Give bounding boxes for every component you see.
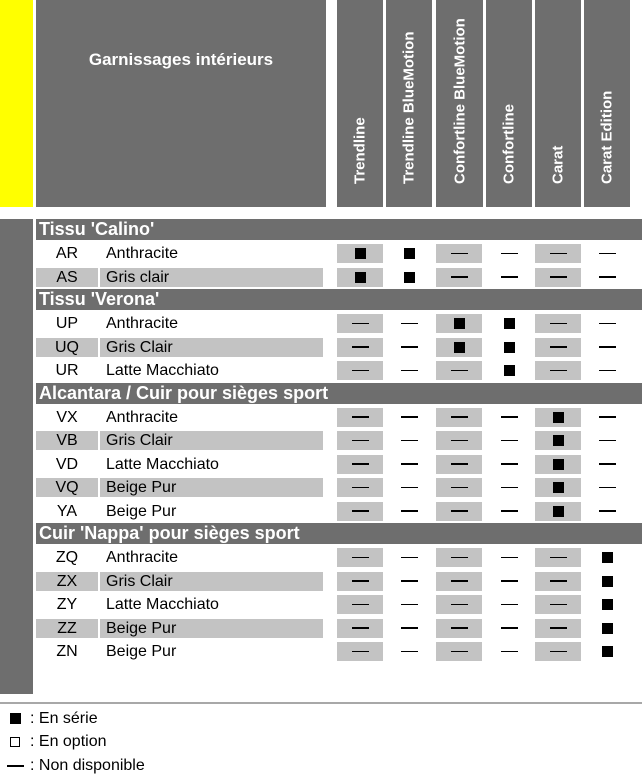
column-header-label: Carat [549,145,567,184]
filled-square-icon [504,342,515,353]
availability-cell [486,361,532,380]
trim-code: UR [55,362,79,379]
trim-code: UP [55,315,79,332]
legend-text: : Non disponible [30,756,145,774]
dash-icon [451,253,468,255]
table-row [36,312,642,336]
availability-cell [535,268,581,287]
availability-cell [436,244,482,263]
left-sidebar-strip [0,219,33,694]
legend-text: : En option [30,733,107,751]
availability-cell [436,619,482,638]
dash-icon [501,416,518,418]
availability-cell [584,572,630,591]
availability-cell [584,595,630,614]
dash-icon [501,510,518,512]
availability-cell [386,361,432,380]
availability-cell [436,361,482,380]
filled-square-icon [454,318,465,329]
availability-cell [584,361,630,380]
column-header-label: Trendline BlueMotion [400,31,418,184]
filled-square-icon [504,365,515,376]
availability-cell [584,642,630,661]
dash-icon [401,323,418,325]
trim-label: Anthracite [106,245,179,262]
dash-icon [401,346,418,348]
dash-icon [451,487,468,489]
column-header-confortline-bluemotion [436,0,483,207]
trim-code: VB [36,431,98,450]
dash-icon [599,463,616,465]
availability-cell [386,431,432,450]
availability-cell [337,619,383,638]
dash-icon [401,557,418,559]
legend-text: : En série [30,709,98,727]
trim-code: UQ [36,338,98,357]
availability-cell [535,595,581,614]
availability-cell [386,572,432,591]
dash-icon [501,276,518,278]
availability-cell [584,431,630,450]
trim-label: Beige Pur [106,502,177,520]
legend-item [0,754,642,778]
column-header-label: Confortline BlueMotion [451,18,468,184]
trim-label: Beige Pur [106,643,177,660]
dash-icon [352,323,369,325]
trim-label: Beige Pur [100,478,323,497]
yellow-accent-bar [0,0,33,207]
dash-icon [352,487,369,489]
trim-label: Gris Clair [100,338,323,357]
filled-square-icon [553,482,564,493]
dash-icon [352,440,369,442]
dash-icon [352,416,369,418]
filled-square-icon [10,713,21,724]
dash-icon [451,440,468,442]
availability-cell [436,408,482,427]
dash-icon [550,604,567,606]
availability-cell [584,338,630,357]
availability-cell [337,455,383,474]
dash-icon [352,370,369,372]
dash-icon [7,765,24,767]
availability-cell [436,338,482,357]
filled-square-icon [553,506,564,517]
filled-square-icon [602,599,613,610]
availability-cell [486,408,532,427]
availability-cell [535,244,581,263]
availability-cell [535,361,581,380]
availability-cell [337,268,383,287]
availability-cell [486,595,532,614]
dash-icon [401,370,418,372]
availability-cell [386,548,432,567]
dash-icon [550,370,567,372]
section-header: Tissu 'Verona' [36,289,642,310]
legend-icon-slot [0,765,30,767]
dash-icon [352,580,369,582]
availability-cell [386,338,432,357]
availability-cell [535,572,581,591]
availability-cell [486,314,532,333]
availability-cell [386,314,432,333]
availability-cell [386,642,432,661]
availability-cell [535,548,581,567]
availability-cell [436,548,482,567]
trim-label: Anthracite [106,549,179,566]
availability-cell [337,244,383,263]
dash-icon [352,346,369,348]
dash-icon [599,253,616,255]
availability-cell [584,244,630,263]
dash-icon [501,627,518,629]
availability-cell [486,572,532,591]
trim-label: Anthracite [106,408,179,426]
filled-square-icon [355,248,366,259]
table-row [36,640,642,664]
dash-icon [501,487,518,489]
dash-icon [550,346,567,348]
column-header-carat-edition [584,0,630,207]
availability-cell [535,455,581,474]
availability-cell [584,455,630,474]
trim-code: AS [36,268,98,287]
column-header-confortline [486,0,532,207]
trim-code: VX [56,408,78,426]
dash-icon [550,580,567,582]
dash-icon [352,510,369,512]
trim-code: YA [56,502,78,520]
availability-cell [535,431,581,450]
availability-cell [486,244,532,263]
table-row [36,476,642,500]
trim-code: AR [55,245,79,262]
availability-cell [486,548,532,567]
table-row [36,406,642,430]
table-row [36,242,642,266]
dash-icon [451,580,468,582]
dash-icon [599,440,616,442]
availability-cell [386,595,432,614]
table-row [36,336,642,360]
availability-cell [436,502,482,521]
availability-cell [436,478,482,497]
column-header-carat [535,0,581,207]
legend-item [0,731,642,755]
dash-icon [501,463,518,465]
availability-cell [337,408,383,427]
dash-icon [599,323,616,325]
section-header: Alcantara / Cuir pour sièges sport [36,383,642,404]
availability-cell [386,478,432,497]
dash-icon [451,627,468,629]
dash-icon [599,487,616,489]
availability-cell [584,268,630,287]
header-title-cell [36,0,326,207]
availability-cell [386,268,432,287]
dash-icon [501,557,518,559]
availability-cell [486,502,532,521]
trim-code: VD [55,455,79,473]
filled-square-icon [602,552,613,563]
dash-icon [501,253,518,255]
dash-icon [550,323,567,325]
availability-cell [486,268,532,287]
filled-square-icon [553,435,564,446]
availability-cell [436,268,482,287]
legend-item [0,707,642,731]
table-header [0,0,642,207]
table-row [36,429,642,453]
column-header-trendline-bluemotion [386,0,432,207]
trim-code: ZN [56,643,78,660]
availability-cell [337,338,383,357]
availability-cell [386,408,432,427]
availability-cell [486,642,532,661]
availability-cell [486,478,532,497]
dash-icon [352,627,369,629]
availability-cell [584,548,630,567]
availability-cell [486,431,532,450]
availability-cell [436,431,482,450]
dash-icon [451,276,468,278]
availability-cell [535,314,581,333]
filled-square-icon [404,248,415,259]
availability-cell [535,642,581,661]
dash-icon [550,557,567,559]
dash-icon [401,604,418,606]
availability-cell [337,502,383,521]
trim-code: VQ [36,478,98,497]
availability-cell [337,595,383,614]
availability-cell [337,431,383,450]
trim-label: Gris Clair [100,431,323,450]
dash-icon [599,346,616,348]
availability-cell [436,314,482,333]
table-row [36,546,642,570]
availability-cell [584,502,630,521]
filled-square-icon [355,272,366,283]
dash-icon [550,627,567,629]
availability-cell [535,338,581,357]
trim-label: Latte Macchiato [106,362,219,379]
availability-cell [386,455,432,474]
dash-icon [401,487,418,489]
filled-square-icon [553,412,564,423]
dash-icon [599,510,616,512]
dash-icon [451,416,468,418]
availability-cell [584,478,630,497]
trim-label: Gris clair [100,268,323,287]
availability-cell [436,455,482,474]
legend-icon-slot [0,713,30,724]
dash-icon [550,276,567,278]
table-row [36,266,642,290]
trim-label: Gris Clair [100,572,323,591]
availability-cell [337,642,383,661]
dash-icon [550,253,567,255]
availability-cell [337,361,383,380]
dash-icon [352,604,369,606]
dash-icon [599,276,616,278]
filled-square-icon [504,318,515,329]
trim-label: Latte Macchiato [106,596,219,613]
dash-icon [401,627,418,629]
trim-code: ZZ [36,619,98,638]
availability-cell [535,619,581,638]
section-header: Tissu 'Calino' [36,219,642,240]
trim-label: Anthracite [106,315,179,332]
availability-cell [535,478,581,497]
dash-icon [401,416,418,418]
filled-square-icon [602,646,613,657]
dash-icon [501,440,518,442]
dash-icon [352,651,369,653]
table-row [36,500,642,524]
table-row [36,359,642,383]
dash-icon [451,463,468,465]
dash-icon [451,651,468,653]
availability-cell [436,642,482,661]
dash-icon [401,651,418,653]
legend [0,702,642,778]
availability-cell [535,502,581,521]
dash-icon [352,557,369,559]
availability-cell [584,408,630,427]
trim-code: ZQ [55,549,79,566]
availability-cell [436,572,482,591]
section-header: Cuir 'Nappa' pour sièges sport [36,523,642,544]
column-header-label: Carat Edition [598,90,616,184]
dash-icon [451,370,468,372]
dash-icon [401,440,418,442]
filled-square-icon [553,459,564,470]
table-row [36,593,642,617]
dash-icon [451,510,468,512]
availability-cell [386,502,432,521]
availability-cell [436,595,482,614]
dash-icon [501,604,518,606]
trim-label: Latte Macchiato [106,455,219,473]
header-title: Garnissages intérieurs [88,50,274,69]
filled-square-icon [404,272,415,283]
dash-icon [451,557,468,559]
dash-icon [501,580,518,582]
legend-icon-slot [0,737,30,747]
dash-icon [401,580,418,582]
availability-cell [486,338,532,357]
dash-icon [401,463,418,465]
availability-cell [535,408,581,427]
dash-icon [599,370,616,372]
filled-square-icon [602,623,613,634]
empty-square-icon [10,737,20,747]
filled-square-icon [602,576,613,587]
trim-code: ZY [56,596,78,613]
dash-icon [599,416,616,418]
availability-cell [386,244,432,263]
column-header-trendline [337,0,383,207]
availability-cell [486,455,532,474]
dash-icon [501,651,518,653]
trim-table [36,219,642,664]
dash-icon [401,510,418,512]
dash-icon [550,651,567,653]
availability-cell [486,619,532,638]
table-row [36,617,642,641]
table-row [36,570,642,594]
availability-cell [584,314,630,333]
column-header-label: Trendline [351,117,369,184]
filled-square-icon [454,342,465,353]
dash-icon [352,463,369,465]
availability-cell [584,619,630,638]
availability-cell [386,619,432,638]
availability-cell [337,314,383,333]
trim-code: ZX [36,572,98,591]
table-row [36,453,642,477]
column-header-label: Confortline [500,104,518,184]
availability-cell [337,548,383,567]
availability-cell [337,572,383,591]
availability-cell [337,478,383,497]
trim-label: Beige Pur [100,619,323,638]
dash-icon [451,604,468,606]
